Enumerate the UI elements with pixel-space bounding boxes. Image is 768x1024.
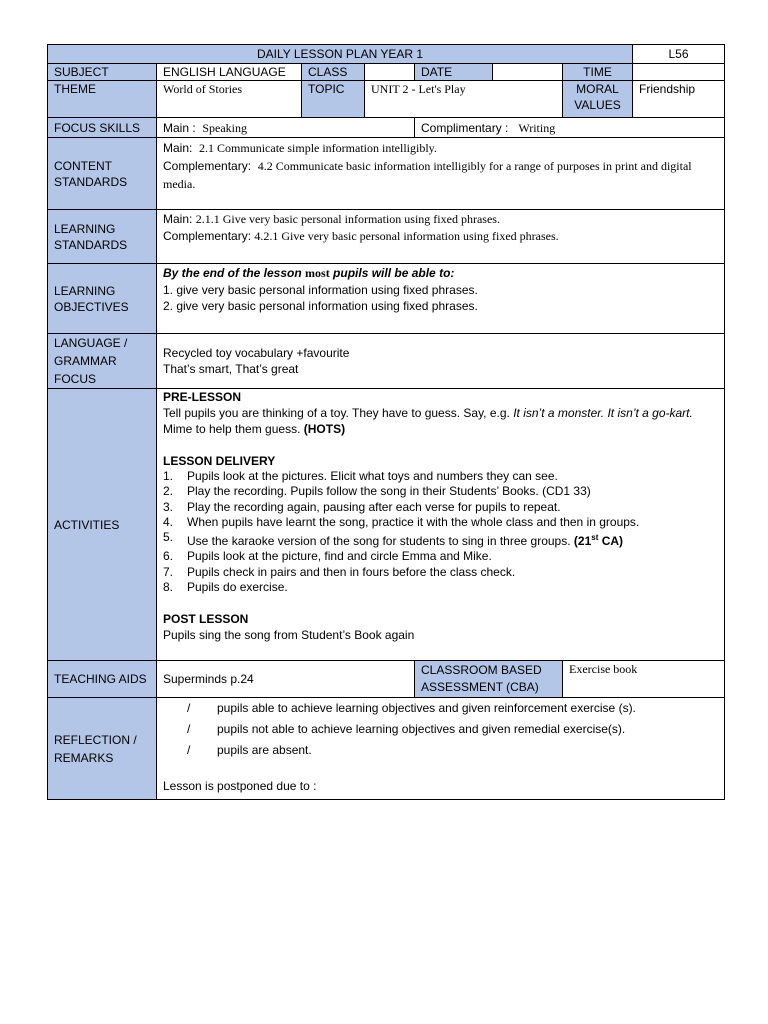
cba-value: Exercise book	[563, 661, 725, 698]
language-focus-label-line1: LANGUAGE /	[54, 336, 128, 350]
step-number: 8.	[163, 580, 174, 595]
moral-label-line2: VALUES	[574, 98, 621, 112]
content-standards-label	[48, 138, 157, 210]
content-main-text: 2.1 Communicate simple information intelligibly.	[199, 141, 437, 155]
activities-label: ACTIVITIES	[48, 389, 157, 661]
learning-objectives-label-line2: OBJECTIVES	[54, 299, 129, 314]
learning-standards-label	[48, 210, 157, 264]
learning-standards-body: Main: 2.1.1 Give very basic personal information using fixed phrases. Complementary: 4.2.1 Give very basic personal information using fixed phrases.	[157, 210, 725, 264]
content-standards-label-line1: CONTENT	[54, 158, 112, 173]
step-number: 7.	[163, 564, 174, 579]
focus-comp-value: Writing	[518, 120, 556, 135]
subject-value: ENGLISH LANGUAGE	[157, 64, 302, 81]
class-value[interactable]	[365, 64, 415, 81]
step-text: When pupils have learnt the song, practice it with the whole class and then in groups.	[187, 514, 640, 529]
step-text	[187, 530, 623, 549]
pre-lesson-text-1: Tell pupils you are thinking of a toy. They have to guess. Say, e.g.	[163, 406, 510, 420]
list-item	[163, 484, 718, 499]
subject-label: SUBJECT	[48, 64, 157, 81]
focus-skills-main: Main : Speaking	[157, 118, 415, 138]
pre-lesson-text-2: Mime to help them guess.	[163, 422, 301, 436]
post-lesson-text: Pupils sing the song from Student’s Book again	[163, 628, 415, 643]
reflection-text: pupils able to achieve learning objectives and given reinforcement exercise (s).	[217, 701, 636, 715]
class-label: CLASS	[302, 64, 365, 81]
step-text: Pupils look at the pictures. Elicit what toys and numbers they can see.	[187, 469, 558, 483]
cba-label-line1: CLASSROOM BASED	[421, 663, 542, 677]
list-item	[163, 580, 718, 595]
moral-label-line1: MORAL	[576, 82, 619, 96]
step-number: 4.	[163, 514, 174, 529]
time-value[interactable]	[633, 64, 725, 81]
theme-label: THEME	[48, 81, 157, 118]
learning-comp-text: 4.2.1 Give very basic personal information using fixed phrases.	[254, 229, 559, 243]
learning-main-text: 2.1.1 Give very basic personal information using fixed phrases.	[195, 212, 500, 226]
reflection-label	[48, 698, 157, 800]
language-focus-label-line2: GRAMMAR	[54, 354, 117, 368]
cba-label	[415, 661, 563, 698]
content-comp-label: Complementary	[163, 159, 248, 173]
postponed-text: Lesson is postponed due to :	[163, 779, 317, 793]
content-main-label: Main	[163, 141, 190, 155]
reflection-text: pupils not able to achieve learning objectives and given remedial exercise(s).	[217, 722, 626, 736]
focus-main-value: Speaking	[202, 120, 248, 135]
focus-skills-comp: Complimentary : Writing	[415, 118, 725, 138]
learning-standards-label-line2: STANDARDS	[54, 237, 128, 252]
focus-skills-label: FOCUS SKILLS	[48, 118, 157, 138]
lesson-plan-table	[47, 44, 725, 800]
content-standards-body: Main: 2.1 Communicate simple information intelligibly. Complementary: 4.2 Communicate basic information intelligibly for a range of purposes in print and digital media.	[157, 138, 725, 210]
list-item	[163, 469, 718, 484]
step-5-tag: (21st CA)	[573, 533, 624, 549]
reflection-mark: /	[187, 743, 191, 757]
lesson-delivery-list	[163, 469, 718, 595]
step-number: 6.	[163, 549, 174, 564]
learning-objectives-label-line1: LEARNING	[54, 283, 116, 298]
page-title: DAILY LESSON PLAN YEAR 1	[48, 45, 633, 64]
list-item	[163, 530, 718, 549]
post-lesson-heading: POST LESSON	[163, 612, 249, 627]
reflection-text: pupils are absent.	[217, 743, 312, 757]
language-focus-line1: Recycled toy vocabulary +favourite	[163, 346, 350, 360]
reflection-item	[163, 740, 718, 761]
language-focus-body	[157, 334, 725, 389]
list-item	[163, 515, 718, 530]
reflection-item	[163, 719, 718, 740]
list-item	[163, 549, 718, 564]
step-number: 2.	[163, 484, 174, 499]
reflection-label-line2: REMARKS	[54, 750, 114, 765]
step-text: Play the recording. Pupils follow the song in their Students’ Books. (CD1 33)	[187, 484, 591, 499]
reflection-mark: /	[187, 722, 191, 736]
theme-value: World of Stories	[157, 81, 302, 118]
content-comp-text: 4.2 Communicate basic information intelligibly for a range of purposes in print and digital media.	[163, 159, 692, 191]
step-text: Pupils look at the picture, find and circle Emma and Mike.	[187, 549, 492, 564]
step-text: Play the recording again, pausing after each verse for pupils to repeat.	[187, 499, 561, 514]
objectives-intro-b: most	[305, 266, 330, 280]
moral-values-value: Friendship	[633, 81, 725, 118]
pre-lesson-heading: PRE-LESSON	[163, 390, 242, 404]
teaching-aids-value: Superminds p.24	[157, 661, 415, 698]
content-standards-label-line2: STANDARDS	[54, 174, 128, 189]
teaching-aids-label: TEACHING AIDS	[48, 661, 157, 698]
learning-main-label: Main	[163, 212, 190, 226]
language-focus-line2: That’s smart, That’s great	[163, 362, 299, 376]
step-text: Pupils do exercise.	[187, 580, 288, 595]
step-number: 5.	[163, 530, 174, 545]
date-value[interactable]	[493, 64, 563, 81]
language-focus-label-line3: FOCUS	[54, 372, 96, 386]
focus-main-label: Main	[163, 120, 190, 135]
activities-body	[157, 389, 725, 661]
focus-comp-label: Complimentary	[421, 120, 502, 135]
pre-lesson-hots: (HOTS)	[303, 422, 346, 436]
list-item	[163, 500, 718, 515]
list-item	[163, 565, 718, 580]
reflection-body	[157, 698, 725, 800]
reflection-item	[163, 698, 718, 719]
reflection-label-line1: REFLECTION /	[54, 732, 137, 747]
step-5-text: Use the karaoke version of the song for students to sing in three groups.	[187, 534, 571, 549]
pre-lesson-text-italic: It isn’t a monster. It isn’t a go-kart.	[513, 406, 693, 420]
time-label: TIME	[563, 64, 633, 81]
pre-lesson-text	[163, 405, 718, 437]
learning-comp-label: Complementary	[163, 229, 248, 243]
lesson-delivery-heading: LESSON DELIVERY	[163, 454, 276, 468]
reflection-mark: /	[187, 701, 191, 715]
lesson-plan	[47, 44, 724, 800]
topic-label: TOPIC	[302, 81, 365, 118]
objectives-intro-a: By the end of the lesson	[163, 266, 302, 280]
moral-values-label	[563, 81, 633, 118]
cba-label-line2: ASSESSMENT (CBA)	[421, 680, 539, 694]
step-text: Pupils check in pairs and then in fours before the class check.	[187, 564, 516, 579]
step-number: 3.	[163, 499, 174, 514]
learning-objectives-body	[157, 264, 725, 334]
language-focus-label	[48, 334, 157, 389]
topic-value: UNIT 2 - Let's Play	[365, 81, 563, 118]
date-label: DATE	[415, 64, 493, 81]
learning-standards-label-line1: LEARNING	[54, 221, 116, 236]
learning-objectives-label	[48, 264, 157, 334]
objectives-intro-c: pupils will be able to:	[333, 266, 455, 280]
objective-item: 2. give very basic personal information using fixed phrases.	[163, 299, 478, 313]
objective-item: 1. give very basic personal information using fixed phrases.	[163, 283, 478, 297]
step-number: 1.	[163, 469, 174, 483]
lesson-code: L56	[633, 45, 725, 64]
